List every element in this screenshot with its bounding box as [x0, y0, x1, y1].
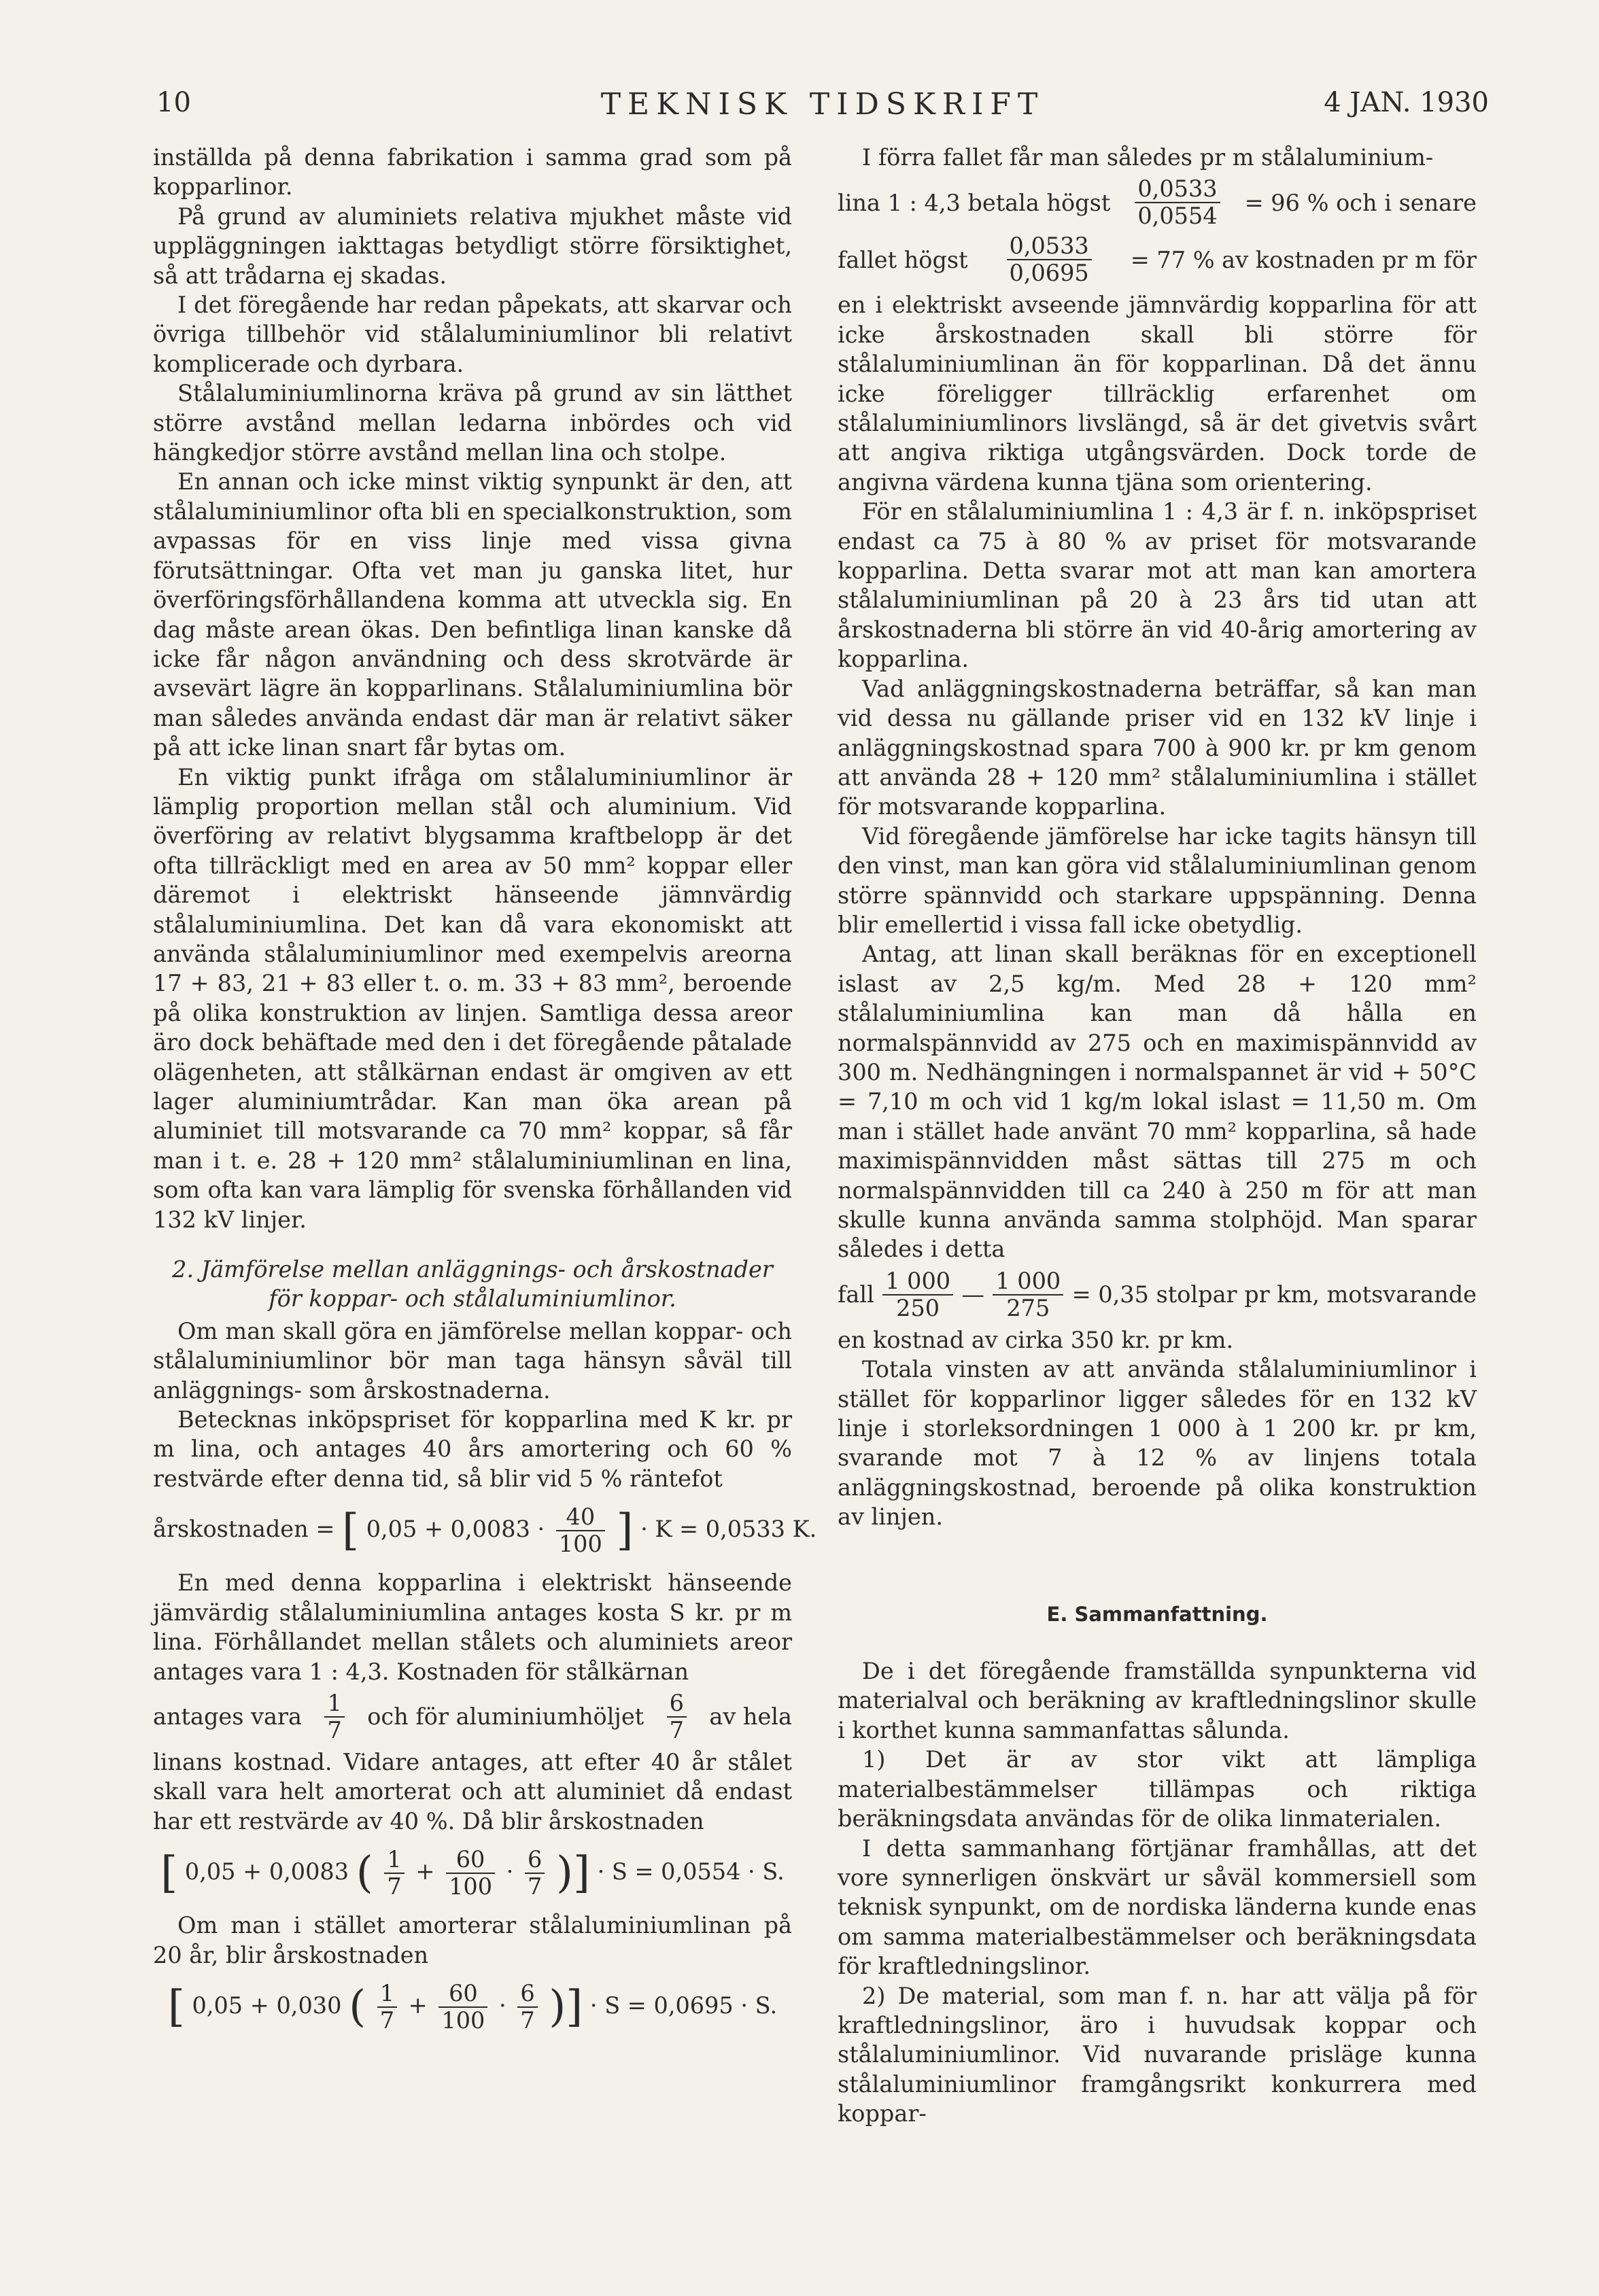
eq-text: · K = 0,0533 K.: [640, 1516, 817, 1543]
fraction: $\frac{60}{100}$: [439, 1981, 487, 2034]
fraction: $\frac{0,0533}{0,0554}$: [1135, 176, 1220, 229]
fraction: $\frac{40}{100}$: [556, 1504, 605, 1557]
paragraph: Totala vinsten av att använda stålaluminiumlinor i stället för kopparlinor ligger således för en 132 kV linje i storleksordningen 1 000 à 1 200 kr. pr km, svarande mot 7 à 12 % av linjens totala anläggningskostnad, beroende på olika konstruktion av linjen.: [838, 1356, 1477, 1531]
paragraph: Vid föregående jämförelse har icke tagits hänsyn till den vinst, man kan göra vid stålaluminiumlinan genom större spännvidd och starkare uppspänning. Denna blir emellertid i vissa fall icke obetydlig.: [838, 822, 1477, 938]
paragraph: Stålaluminiumlinorna kräva på grund av sin lätthet större avstånd mellan ledarna inbördes och vid hängkedjor större avstånd mellan lina och stolpe.: [153, 380, 792, 466]
paragraph: De i det föregående framställda synpunkterna vid materialval och beräkning av kraftledningslinor skulle i korthet kunna sammanfattas sålunda.: [838, 1658, 1477, 1743]
paragraph: en i elektriskt avseende jämnvärdig kopparlina för att icke årskostnaden skall bli större för stålaluminiumlinan än för kopparlinan. Då det ännu icke föreligger tillräcklig erfarenhet om stålaluminiumlinors livslängd, så är det givetvis svårt att angiva riktiga utgångsvärden. Dock torde de angivna värdena kunna tjäna som orientering.: [838, 292, 1477, 495]
eq-text: 0,05 + 0,0083 ·: [366, 1516, 545, 1543]
paragraph: linans kostnad. Vidare antages, att efter 40 år stålet skall vara helt amorterat och att aluminiet då endast har ett restvärde av 40 %. Då blir årskostnaden: [153, 1748, 792, 1834]
subsection-heading-line: för koppar- och stålaluminiumlinor.: [269, 1285, 676, 1312]
paragraph: En viktig punkt ifråga om stålaluminiumlinor är lämplig proportion mellan stål och aluminium. Vid överföring av relativt blygsamma kraftbelopp är det ofta tillräckligt med en area av 50 mm² koppar eller däremot i elektriskt hänseende jämnvärdig stålaluminiumlina. Det kan då vara ekonomiskt att använda stålaluminiumlinor med exempelvis areorna 17 + 83, 21 + 83 eller t. o. m. 33 + 83 mm², beroende på olika konstruktion av linjen. Samtliga dessa areor äro dock behäftade med den i det föregående påtalade olägenheten, att stålkärnan endast är omgiven av ett lager aluminiumtrådar. Kan man öka arean på aluminiet till motsvarande ca 70 mm² koppar, så får man i t. e. 28 + 120 mm² stålaluminiumlinan en lina, som ofta kan vara lämplig för svenska förhållanden vid 132 kV linjer.: [153, 763, 792, 1233]
paragraph: en kostnad av cirka 350 kr. pr km.: [838, 1326, 1234, 1353]
page-header: [156, 87, 1489, 128]
paragraph: inställda på denna fabrikation i samma grad som på kopparlinor.: [153, 144, 792, 201]
equation-ratio-96: lina 1 : 4,3 betala högst $\frac{0,0533}{0,0554}$ = 96 % och i senare: [838, 175, 1477, 230]
fraction: $\frac{6}{7}$: [517, 1981, 537, 2034]
equation-steel-share: antages vara $\frac{1}{7}$ och för aluminiumhöljet $\frac{6}{7}$ av hela: [153, 1689, 792, 1743]
eq-text: årskostnaden =: [153, 1516, 335, 1543]
fraction: $\frac{0,0533}{0,0695}$: [1007, 233, 1092, 286]
fraction: $\frac{1}{7}$: [384, 1847, 404, 1900]
issue-date: 4 JAN. 1930: [1324, 87, 1489, 118]
page-number: 10: [156, 87, 191, 118]
equation-ratio-77: fallet högst $\frac{0,0533}{0,0695}$ = 77 % av kostnaden pr m för: [838, 232, 1477, 287]
equation-annual-cost-steel-20: [ 0,05 + 0,030 ( $\frac{1}{7}$ + $\frac{60}{100}$ · $\frac{6}{7}$ )] · S = 0,0695 · S.: [167, 1979, 778, 2034]
equation-poles-saved: fall $\frac{1 000}{250}$ — $\frac{1 000}{275}$ = 0,35 stolpar pr km, motsvarande: [838, 1267, 1477, 1321]
fraction: $\frac{1}{7}$: [324, 1690, 344, 1743]
paragraph: I förra fallet får man således pr m stålaluminium-: [862, 144, 1434, 171]
right-column: [838, 143, 1477, 2129]
fraction: $\frac{1}{7}$: [377, 1981, 397, 2034]
paragraph: 1) Det är av stor vikt att lämpliga materialbestämmelser tillämpas och riktiga beräkningsdata användas för de olika linmaterialen.: [838, 1746, 1477, 1832]
journal-title: TEKNISK TIDSKRIFT: [600, 87, 1045, 122]
left-column: [153, 143, 817, 2045]
paragraph: En med denna kopparlina i elektriskt hänseende jämvärdig stålaluminiumlina antages kosta S kr. pr m lina. Förhållandet mellan stålets och aluminiets areor antages vara 1 : 4,3. Kostnaden för stålkärnan: [153, 1569, 792, 1685]
equation-annual-cost-copper: årskostnaden = [ 0,05 + 0,0083 · $\frac{40}{100}$ ] · K = 0,0533 K.: [153, 1503, 817, 1558]
paragraph: På grund av aluminiets relativa mjukhet måste vid uppläggningen iakttagas betydligt större försiktighet, så att trådarna ej skadas.: [153, 203, 792, 289]
paragraph: I detta sammanhang förtjänar framhållas, att det vore synnerligen önskvärt ur såväl kommersiell som teknisk synpunkt, om de nordiska länderna kunde enas om samma materialbestämmelser och beräkningsdata för kraftledningslinor.: [838, 1834, 1477, 1980]
fraction: $\frac{1 000}{275}$: [993, 1268, 1063, 1321]
fraction: $\frac{6}{7}$: [525, 1847, 545, 1900]
paragraph: 2) De material, som man f. n. har att välja på för kraftledningslinor, äro i huvudsak koppar och stålaluminiumlinor. Vid nuvarande prisläge kunna stålaluminiumlinor framgångsrikt konkurrera med koppar-: [838, 1982, 1477, 2127]
fraction: $\frac{6}{7}$: [667, 1690, 687, 1743]
subsection-heading-line: 2. Jämförelse mellan anläggnings- och årskostnader: [172, 1256, 773, 1283]
paragraph: En annan och icke minst viktig synpunkt är den, att stålaluminiumlinor ofta bli en specialkonstruktion, som avpassas för en viss linje med vissa givna förutsättningar. Ofta vet man ju ganska litet, hur överföringsförhållandena komma att utveckla sig. En dag måste arean ökas. Den befintliga linan kanske då icke får någon användning och dess skrotvärde är avsevärt lägre än kopparlinans. Stålaluminiumlina bör man således använda endast där man är relativt säker på att icke linan snart får bytas om.: [153, 468, 792, 761]
paragraph: I det föregående har redan påpekats, att skarvar och övriga tillbehör vid stålaluminiumlinor bli relativt komplicerade och dyrbara.: [153, 292, 792, 377]
subsection-heading: [153, 1255, 792, 1314]
fraction: $\frac{60}{100}$: [446, 1847, 495, 1900]
paragraph: Om man i stället amorterar stålaluminiumlinan på 20 år, blir årskostnaden: [153, 1912, 792, 1968]
paragraph: Vad anläggningskostnaderna beträffar, så kan man vid dessa nu gällande priser vid en 132 kV linje i anläggningskostnad spara 700 à 900 kr. pr km genom att använda 28 + 120 mm² stålaluminiumlina i stället för motsvarande kopparlina.: [838, 675, 1477, 820]
section-heading: E. Sammanfattning.: [1046, 1602, 1268, 1626]
paragraph: För en stålaluminiumlina 1 : 4,3 är f. n. inköpspriset endast ca 75 à 80 % av priset för motsvarande kopparlina. Detta svarar mot att man kan amortera stålaluminiumlinan på 20 à 23 års tid utan att årskostnaderna bli större än vid 40-årig amortering av kopparlina.: [838, 498, 1477, 673]
equation-annual-cost-steel-40: [ 0,05 + 0,0083 ( $\frac{1}{7}$ + $\frac{60}{100}$ · $\frac{6}{7}$ )] · S = 0,0554 · S.: [160, 1846, 785, 1900]
paragraph: Om man skall göra en jämförelse mellan koppar- och stålaluminiumlinor bör man taga hänsyn såväl till anläggnings- som årskostnaderna.: [153, 1317, 792, 1404]
paragraph: Antag, att linan skall beräknas för en exceptionell islast av 2,5 kg/m. Med 28 + 120 mm² stålaluminiumlina kan man då hålla en normalspännvidd av 275 och en maximispännvidd av 300 m. Nedhängningen i normalspannet är vid + 50°C = 7,10 m och vid 1 kg/m lokal islast = 11,50 m. Om man i stället hade använt 70 mm² kopparlina, så hade maximispännvidden måst sättas till 275 m och normalspännvidden till ca 240 à 250 m för att man skulle kunna använda samma stolphöjd. Man sparar således i detta: [838, 941, 1477, 1263]
fraction: $\frac{1 000}{250}$: [882, 1268, 953, 1321]
paragraph: Betecknas inköpspriset för kopparlina med K kr. pr m lina, och antages 40 års amortering och 60 % restvärde efter denna tid, så blir vid 5 % räntefot: [153, 1406, 792, 1492]
